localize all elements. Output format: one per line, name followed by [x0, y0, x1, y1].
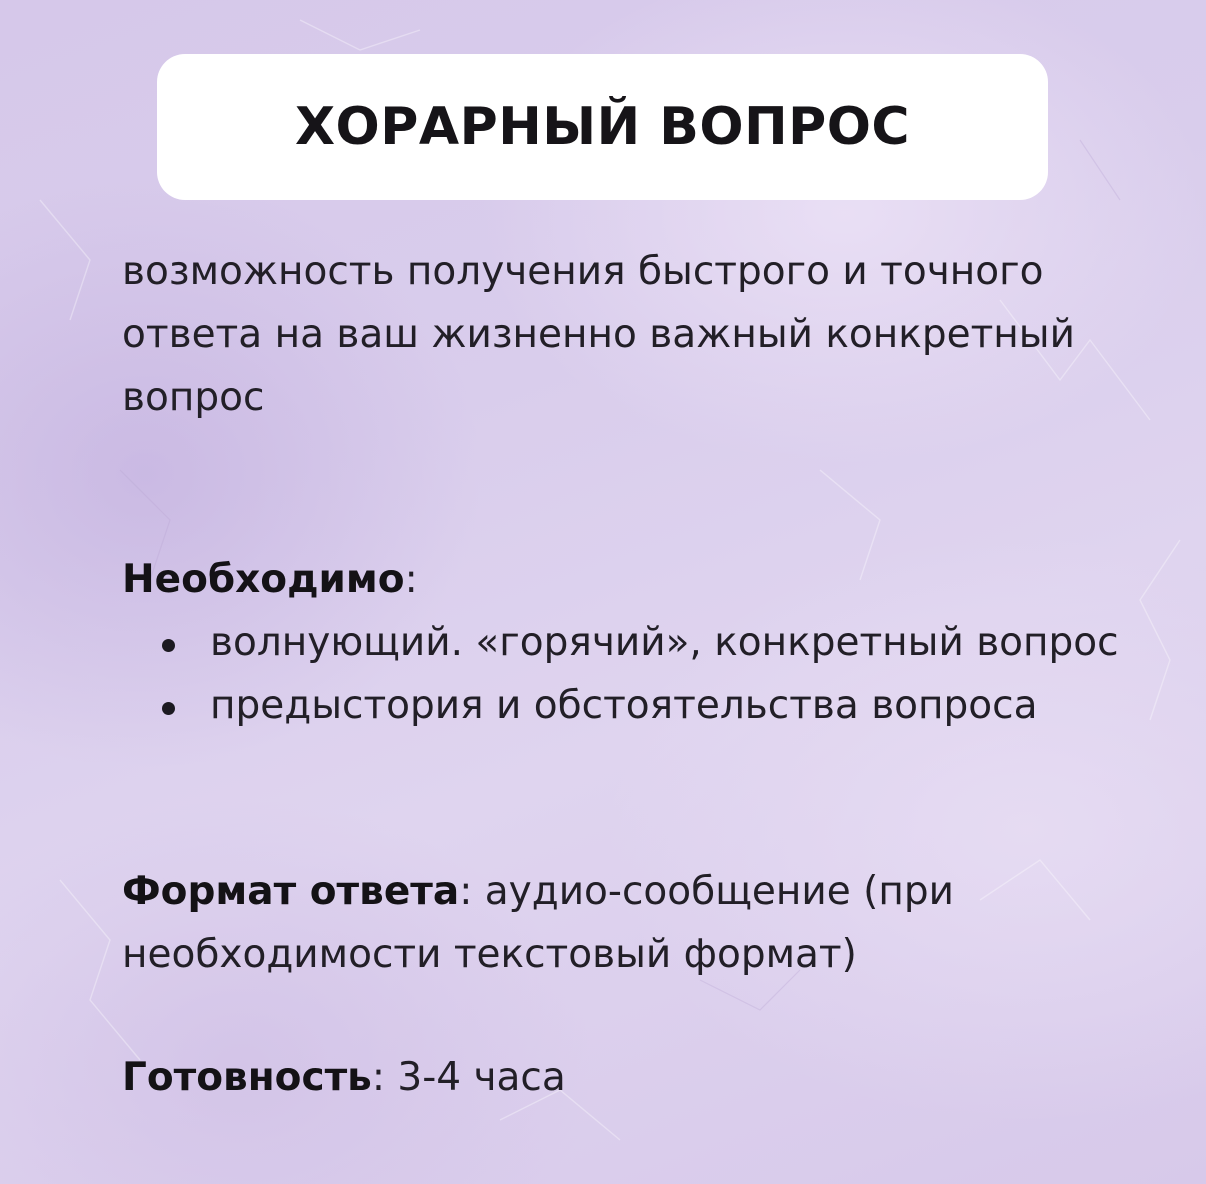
requirements-separator: : [404, 557, 418, 602]
readiness-label: Готовность [122, 1055, 372, 1100]
intro-text: возможность получения быстрого и точного ответа на ваш жизненно важный конкретный вопрос [122, 249, 1075, 420]
page-title: ХОРАРНЫЙ ВОПРОС [294, 97, 911, 157]
requirements-list [122, 611, 1182, 737]
answer-format-section [122, 860, 1122, 986]
requirements-section [122, 548, 1182, 737]
list-item: волнующий. «горячий», конкретный вопрос [122, 611, 1182, 674]
readiness-value: : 3-4 часа [371, 1055, 566, 1100]
answer-format-label: Формат ответа [122, 869, 460, 914]
requirements-heading [122, 548, 1182, 611]
answer-format-value: : аудио-сообщение (при необходимости текстовый формат) [122, 869, 954, 977]
readiness-section [122, 1046, 1122, 1109]
list-item: предыстория и обстоятельства вопроса [122, 674, 1182, 737]
requirements-label: Необходимо [122, 557, 405, 602]
title-card [157, 54, 1048, 200]
